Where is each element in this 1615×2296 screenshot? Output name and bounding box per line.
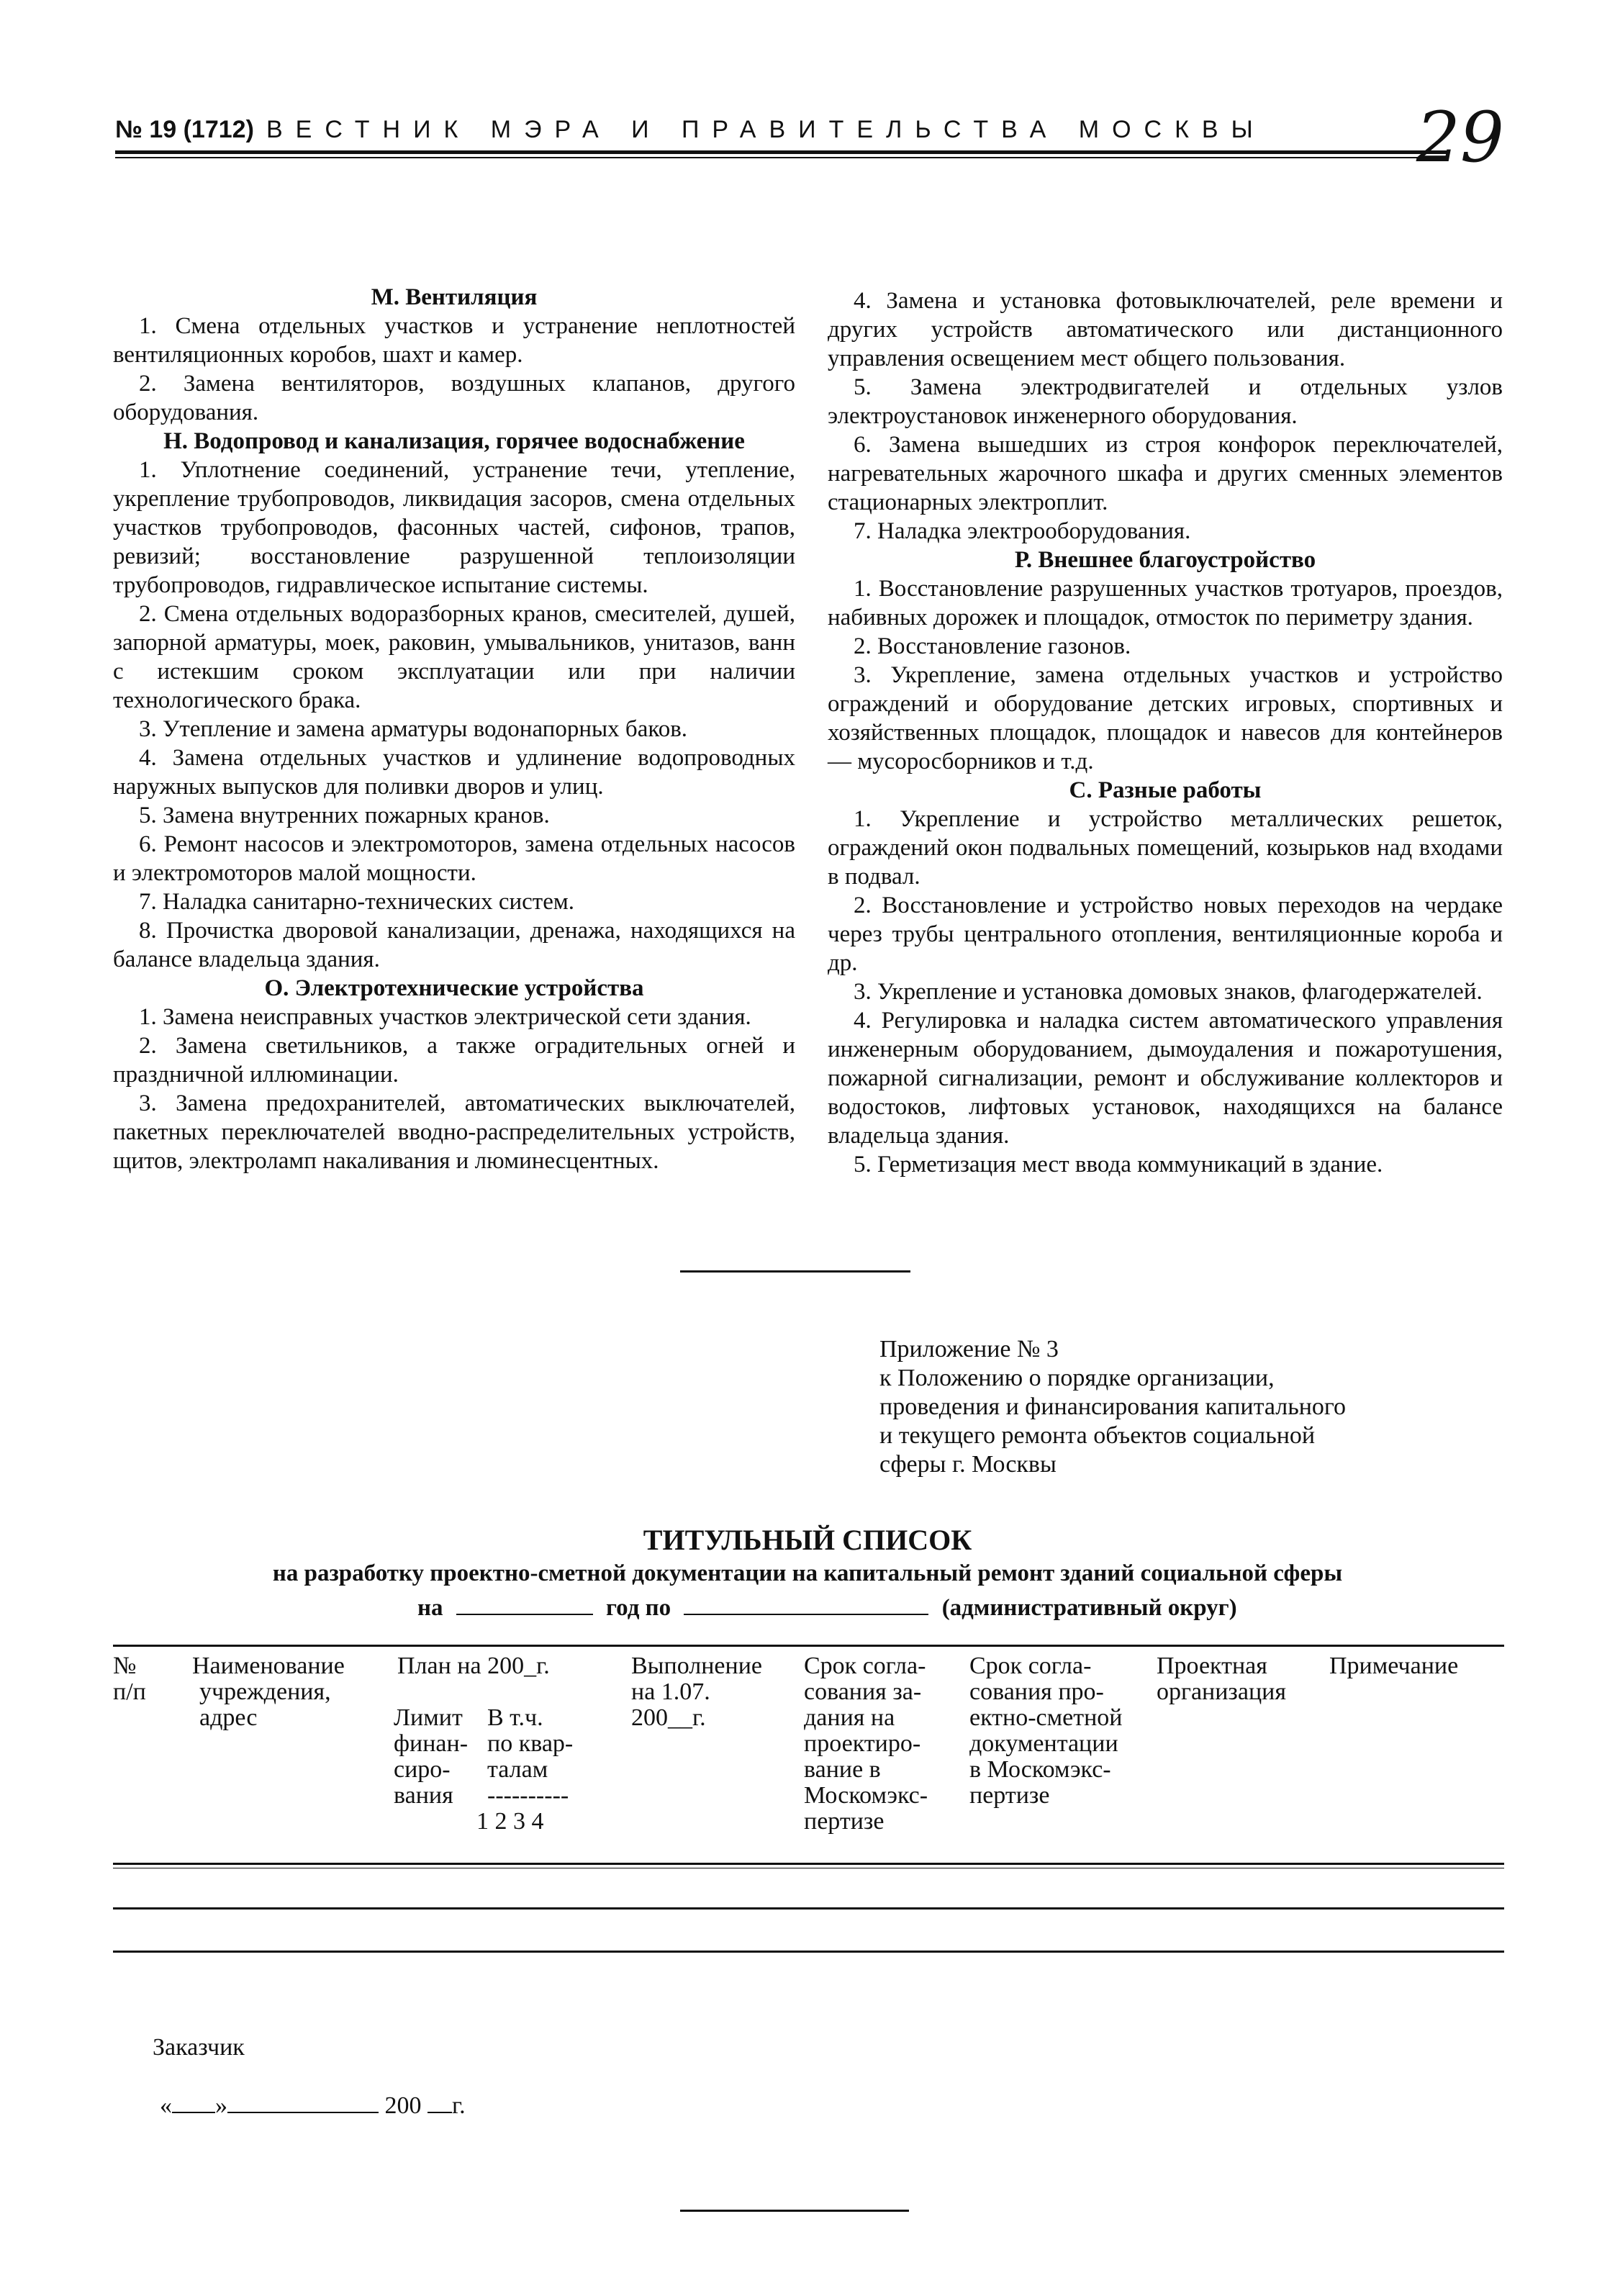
- day-blank: [172, 2092, 215, 2113]
- section-heading-misc: С. Разные работы: [1069, 777, 1262, 803]
- list-item: 8. Прочистка дворовой канализации, дренажа, находящихся на балансе владельца здания.: [113, 918, 795, 972]
- title-list-table: [113, 1645, 1504, 1969]
- form-subtitle: на разработку проектно-сметной документации на капитальный ремонт зданий социальной сферы: [272, 1560, 1343, 1586]
- header-rule: [115, 150, 1447, 154]
- section-heading-water: Н. Водопровод и канализация, горячее водоснабжение: [163, 428, 745, 454]
- month-blank: [227, 2092, 379, 2113]
- appendix-line: к Положению о порядке организации,: [879, 1365, 1275, 1391]
- list-item: 2. Восстановление газонов.: [854, 633, 1131, 659]
- list-item: 5. Замена внутренних пожарных кранов.: [139, 803, 550, 828]
- list-item: 1. Замена неисправных участков электрической сети здания.: [139, 1004, 751, 1030]
- right-column: [828, 286, 1503, 1179]
- col-header-term-assignment: Срок согла- сования за- дания на проектиро- вание в Москомэкс- пертизе: [804, 1653, 928, 1835]
- table-header-rule: [113, 1863, 1504, 1865]
- list-item: 1. Уплотнение соединений, устранение течи, утепление, укрепление трубопроводов, ликвидация засоров, смена отдельных участков трубопроводов, фасонных частей, сифонов, трапов, ревизий; восстановление разрушенной теплоизоляции трубопроводов, гидравлическое испытание системы.: [113, 457, 795, 598]
- list-item: 6. Ремонт насосов и электромоторов, замена отдельных насосов и электромоторов малой мощности.: [113, 831, 795, 886]
- table-top-rule: [113, 1645, 1504, 1647]
- appendix-note: [879, 1335, 1470, 1479]
- list-item: 3. Укрепление и установка домовых знаков, флагодержателей.: [854, 979, 1483, 1005]
- page-header: [115, 97, 1504, 184]
- table-row-rule: [113, 1907, 1504, 1909]
- list-item: 5. Замена электродвигателей и отдельных узлов электроустановок инженерного оборудования.: [828, 374, 1503, 429]
- label-okrug: (административный округ): [941, 1595, 1237, 1621]
- list-item: 4. Регулировка и наладка систем автоматического управления инженерным оборудованием, дымоудаления и пожаротушения, пожарной сигнализации, ремонт и обслуживание коллекторов и водостоков, лифтовых установок, находящихся на балансе владельца здания.: [828, 1008, 1503, 1149]
- appendix-line: Приложение № 3: [879, 1336, 1059, 1362]
- col-header-limit: Лимит финан- сиро- вания: [394, 1704, 469, 1809]
- list-item: 7. Наладка электрооборудования.: [854, 518, 1191, 544]
- header-rule-thin: [115, 157, 1447, 158]
- col-header-plan: План на 200_г.: [397, 1653, 550, 1679]
- col-header-number: № п/п: [113, 1653, 146, 1705]
- label-na: на: [417, 1595, 443, 1621]
- section-heading-landscaping: Р. Внешнее благоустройство: [1014, 547, 1316, 573]
- list-item: 3. Утепление и замена арматуры водонапорных баков.: [139, 716, 688, 742]
- col-header-quarters: В т.ч. по квар- талам ----------: [487, 1704, 574, 1809]
- list-item: 1. Укрепление и устройство металлических решеток, ограждений окон подвальных помещений, козырьков над входами в подвал.: [828, 806, 1503, 890]
- list-item: 4. Замена отдельных участков и удлинение водопроводных наружных выпусков для поливки дворов и улиц.: [113, 745, 795, 800]
- list-item: 2. Замена светильников, а также оградительных огней и праздничной иллюминации.: [113, 1033, 795, 1088]
- publication-title: ВЕСТНИК МЭРА И ПРАВИТЕЛЬСТВА МОСКВЫ: [266, 116, 1266, 143]
- form-period-line: [417, 1594, 1281, 1622]
- list-item: 1. Смена отдельных участков и устранение неплотностей вентиляционных коробов, шахт и камер.: [113, 313, 795, 368]
- year-blank: [456, 1594, 593, 1615]
- col-header-name: Наименование учреждения, адрес: [192, 1653, 345, 1731]
- okrug-blank: [684, 1594, 928, 1615]
- form-title: ТИТУЛЬНЫЙ СПИСОК: [643, 1524, 972, 1556]
- list-item: 2. Смена отдельных водоразборных кранов, смесителей, душей, запорной арматуры, моек, раковин, умывальников, унитазов, ванн с истекшим сроком эксплуатации или при наличии технологического брака.: [113, 601, 795, 713]
- appendix-line: сферы г. Москвы: [879, 1451, 1057, 1478]
- page-number: 29: [1416, 97, 1504, 178]
- section-divider: [680, 1270, 910, 1273]
- date-line: « » 200 г.: [160, 2092, 466, 2119]
- list-item: 1. Восстановление разрушенных участков тротуаров, проездов, набивных дорожек и площадок, отмосток по периметру здания.: [828, 576, 1503, 631]
- list-item: 3. Укрепление, замена отдельных участков и устройство ограждений и оборудование детских игровых, спортивных и хозяйственных площадок, площадок и навесов для контейнеров — мусоросборников и т.д.: [828, 662, 1503, 774]
- list-item: 2. Замена вентиляторов, воздушных клапанов, другого оборудования.: [113, 371, 795, 425]
- issue-number: № 19 (1712): [115, 116, 254, 143]
- appendix-line: и текущего ремонта объектов социальной: [879, 1422, 1316, 1449]
- list-item: 3. Замена предохранителей, автоматических выключателей, пакетных переключателей вводно-распределительных устройств, щитов, электроламп накаливания и люминесцентных.: [113, 1090, 795, 1174]
- label-god-po: год по: [606, 1595, 671, 1621]
- col-header-note: Примечание: [1329, 1653, 1459, 1679]
- customer-label: Заказчик: [153, 2034, 245, 2061]
- section-heading-electrical: О. Электротехнические устройства: [264, 975, 644, 1001]
- left-column: [113, 283, 795, 1175]
- list-item: 6. Замена вышедших из строя конфорок переключателей, нагревательных жарочного шкафа и других сменных элементов стационарных электроплит.: [828, 432, 1503, 515]
- list-item: 5. Герметизация мест ввода коммуникаций в здание.: [854, 1152, 1383, 1178]
- list-item: 4. Замена и установка фотовыключателей, реле времени и других устройств автоматического или дистанционного управления освещением мест общего пользования.: [828, 288, 1503, 371]
- list-item: 2. Восстановление и устройство новых переходов на чердаке через трубы центрального отопления, вентиляционные короба и др.: [828, 892, 1503, 976]
- section-heading-ventilation: М. Вентиляция: [371, 284, 538, 310]
- table-row-rule: [113, 1951, 1504, 1953]
- end-divider: [680, 2210, 909, 2212]
- list-item: 7. Наладка санитарно-технических систем.: [139, 889, 575, 915]
- quarter-numbers: 1 2 3 4: [476, 1808, 544, 1835]
- appendix-line: проведения и финансирования капитального: [879, 1393, 1346, 1420]
- col-header-organization: Проектная организация: [1157, 1653, 1286, 1705]
- col-header-term-documentation: Срок согла- сования про- ектно-сметной документации в Москомэкс- пертизе: [969, 1653, 1123, 1809]
- col-header-execution: Выполнение на 1.07. 200__г.: [631, 1653, 763, 1731]
- year-suffix-blank: [428, 2092, 452, 2113]
